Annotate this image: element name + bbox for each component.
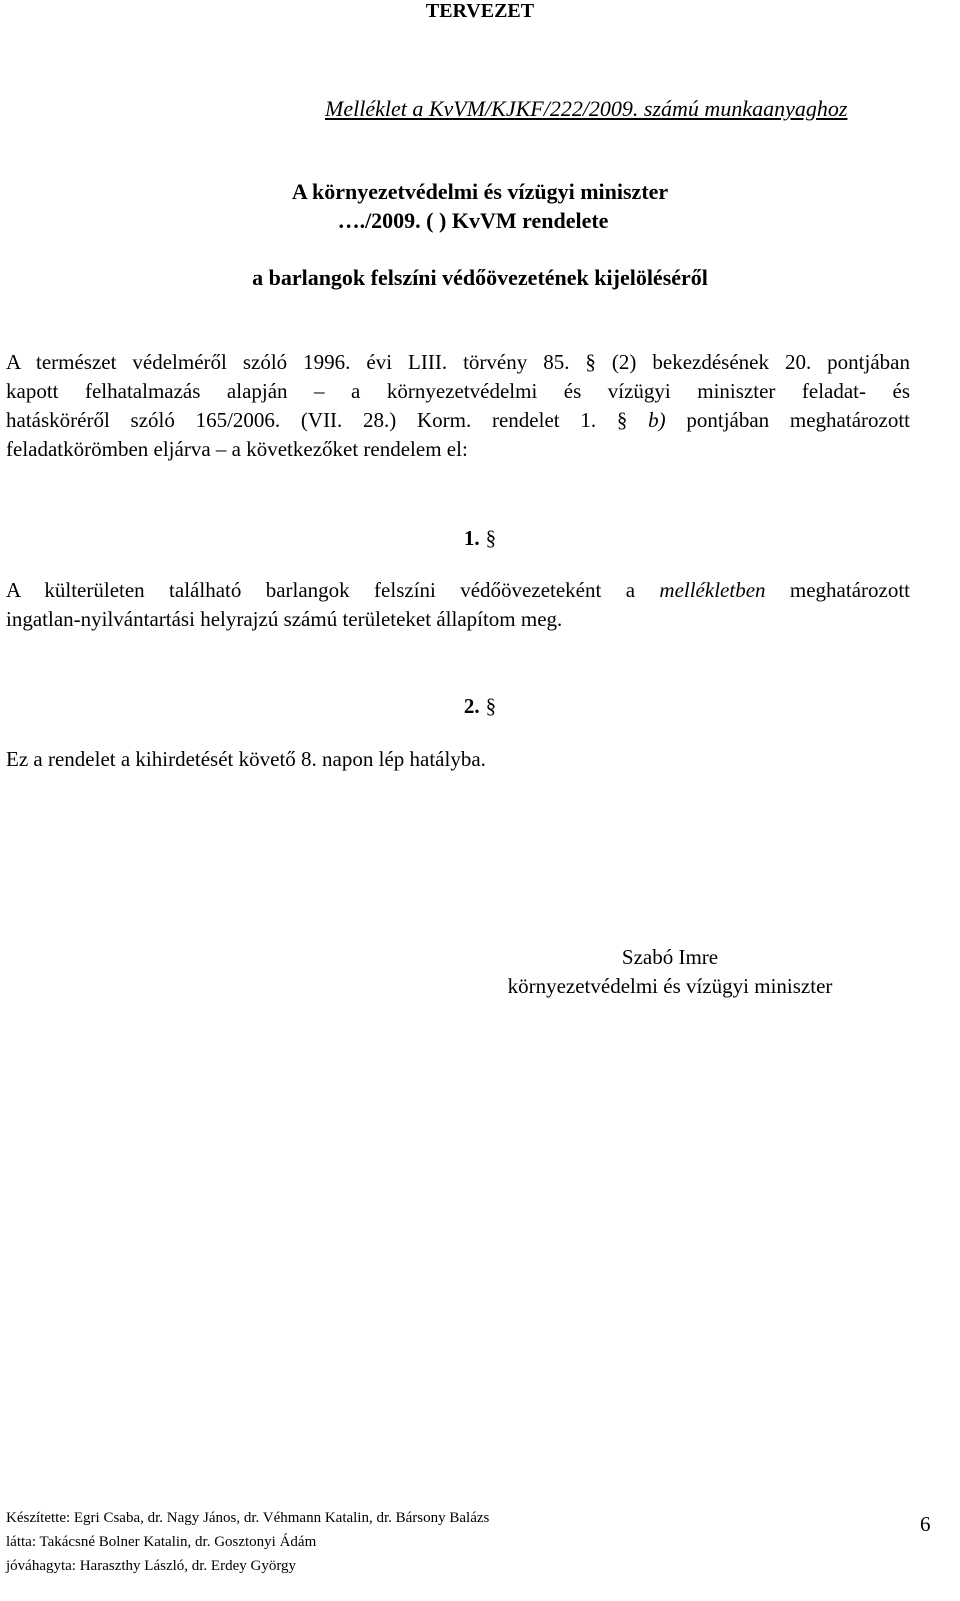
section-number: 1. [463, 526, 480, 550]
title-line-decree-number: …./2009. ( ) KvVM rendelete [337, 208, 609, 233]
preamble-line [6, 406, 910, 435]
draft-label: TERVEZET [425, 0, 535, 22]
section-sign: § [485, 694, 497, 718]
preamble-line-text: hatásköréről szóló 165/2006. (VII. 28.) Korm. rendelet 1. § [6, 408, 628, 432]
title-line-subject: a barlangok felszíni védőövezetének kijelöléséről [252, 265, 708, 290]
preamble-line: feladatkörömben eljárva – a következőket rendelem el: [6, 437, 468, 461]
section-1-body [6, 576, 910, 634]
section-1-italic: mellékletben [659, 578, 766, 602]
prepared-by: Készítette: Egri Csaba, dr. Nagy János, dr. Véhmann Katalin, dr. Bársony Balázs [6, 1510, 490, 1526]
footer-credits [6, 1506, 489, 1578]
signatory-name: Szabó Imre [621, 945, 719, 969]
title-line-minister: A környezetvédelmi és vízügyi miniszter [291, 179, 669, 204]
section-1-line [6, 576, 910, 605]
page-number: 6 [920, 1512, 931, 1536]
preamble-line: A természet védelméről szóló 1996. évi LIII. törvény 85. § (2) bekezdésének 20. pontjában [6, 350, 910, 374]
reviewed-by: látta: Takácsné Bolner Katalin, dr. Gosztonyi Ádám [6, 1534, 317, 1550]
section-sign: § [485, 526, 497, 550]
section-number: 2. [463, 694, 480, 718]
section-1-heading [0, 525, 960, 551]
section-1-line: ingatlan-nyilvántartási helyrajzú számú területeket állapítom meg. [6, 607, 563, 631]
annex-reference: Melléklet a KvVM/KJKF/222/2009. számú munkaanyaghoz [325, 96, 848, 121]
section-1-text-start: A külterületen található barlangok felszíni védőövezeteként a [6, 578, 636, 602]
preamble-point-italic: b) [648, 408, 666, 432]
section-2-body [6, 745, 910, 774]
preamble-line: kapott felhatalmazás alapján – a környezetvédelmi és vízügyi miniszter feladat- és [6, 379, 910, 403]
signature-block [470, 943, 870, 1001]
signatory-role: környezetvédelmi és vízügyi miniszter [507, 974, 833, 998]
section-2-heading [0, 693, 960, 719]
section-1-text-end: meghatározott [789, 578, 911, 602]
section-2-text: Ez a rendelet a kihirdetését követő 8. napon lép hatályba. [6, 747, 486, 771]
preamble [6, 348, 910, 464]
preamble-line-tail: pontjában meghatározott [686, 408, 911, 432]
approved-by: jóváhagyta: Haraszthy László, dr. Erdey György [6, 1558, 297, 1574]
